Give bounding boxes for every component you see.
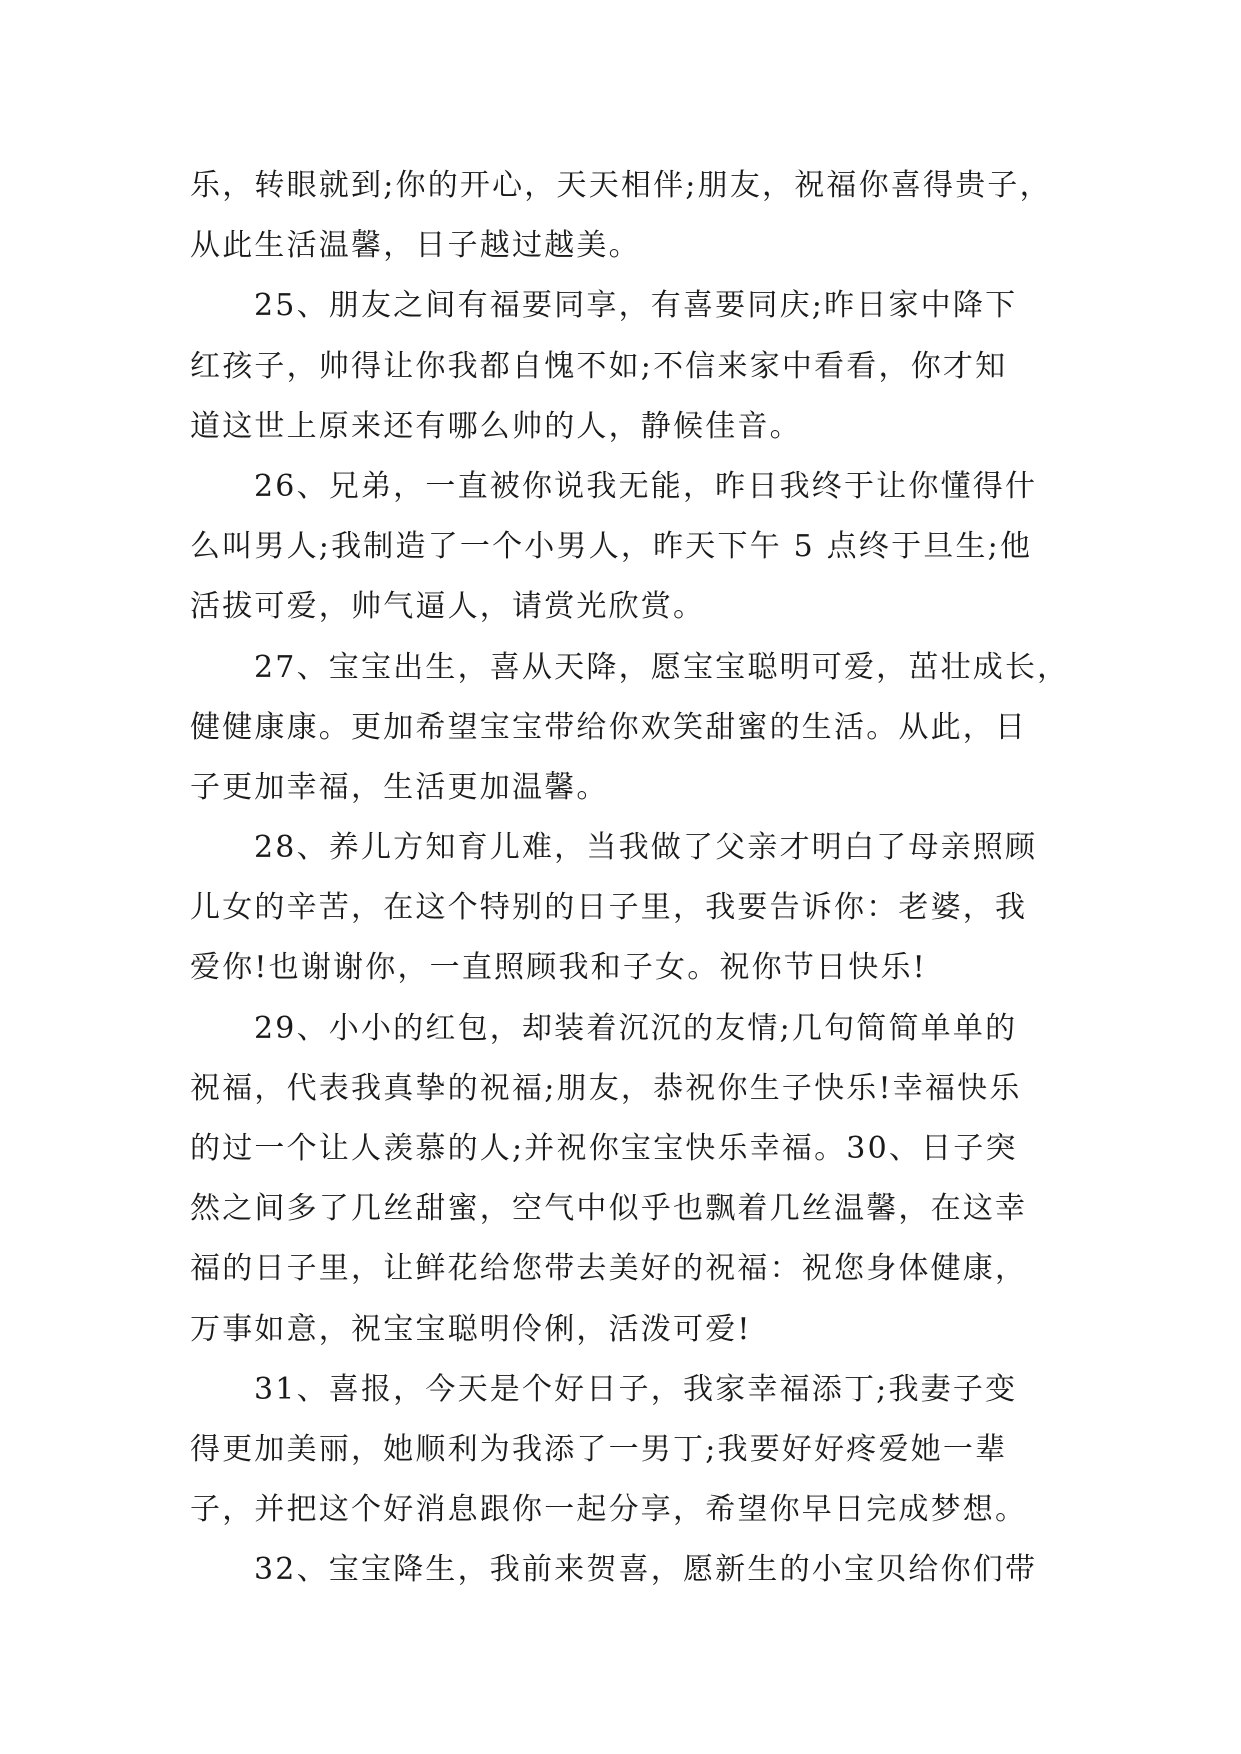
paragraph-start-line: 31、喜报，今天是个好日子，我家幸福添丁;我妻子变 (254, 1371, 1018, 1407)
text-line: 的过一个让人羡慕的人;并祝你宝宝快乐幸福。30、日子突 (190, 1131, 1018, 1166)
text-line: 子，并把这个好消息跟你一起分享，希望你早日完成梦想。 (190, 1492, 1028, 1528)
text-line: 么叫男人;我制造了一个小男人，昨天下午 5 点终于旦生;他 (190, 529, 1033, 565)
text-line: 健健康康。更加希望宝宝带给你欢笑甜蜜的生活。从此，日 (190, 709, 1028, 745)
text-line: 万事如意，祝宝宝聪明伶俐，活泼可爱! (190, 1311, 752, 1347)
paragraph-start-line: 28、养儿方知育儿难，当我做了父亲才明白了母亲照顾 (254, 830, 1038, 866)
paragraph-start-line: 29、小小的红包，却装着沉沉的友情;几句简简单单的 (254, 1010, 1018, 1046)
text-line: 儿女的辛苦，在这个特别的日子里，我要告诉你：老婆，我 (190, 890, 1028, 926)
text-line: 福的日子里，让鲜花给您带去美好的祝福：祝您身体健康， (190, 1251, 1028, 1287)
text-line: 乐，转眼就到;你的开心，天天相伴;朋友，祝福你喜得贵子， (190, 168, 1052, 203)
paragraph-start-line: 26、兄弟，一直被你说我无能，昨日我终于让你懂得什 (254, 468, 1038, 504)
text-line: 子更加幸福，生活更加温馨。 (190, 769, 609, 805)
paragraph-start-line: 27、宝宝出生，喜从天降，愿宝宝聪明可爱，茁壮成长， (254, 649, 1070, 685)
document-body (190, 156, 1070, 1601)
paragraph-start-line: 25、朋友之间有福要同享，有喜要同庆;昨日家中降下 (254, 288, 1018, 324)
text-line: 然之间多了几丝甜蜜，空气中似乎也飘着几丝温馨，在这幸 (190, 1191, 1028, 1227)
text-line: 从此生活温馨，日子越过越美。 (190, 228, 641, 264)
text-line: 祝福，代表我真挚的祝福;朋友，恭祝你生子快乐!幸福快乐 (190, 1070, 1022, 1106)
text-line: 活拔可爱，帅气逼人，请赏光欣赏。 (190, 589, 706, 625)
text-line: 得更加美丽，她顺利为我添了一男丁;我要好好疼爱她一辈 (190, 1431, 1008, 1467)
text-line: 红孩子，帅得让你我都自愧不如;不信来家中看看，你才知 (190, 348, 1008, 384)
text-line: 爱你!也谢谢你，一直照顾我和子女。祝你节日快乐! (190, 950, 927, 986)
paragraph-start-line: 32、宝宝降生，我前来贺喜，愿新生的小宝贝给你们带 (254, 1552, 1038, 1588)
text-line: 道这世上原来还有哪么帅的人，静候佳音。 (190, 408, 802, 444)
